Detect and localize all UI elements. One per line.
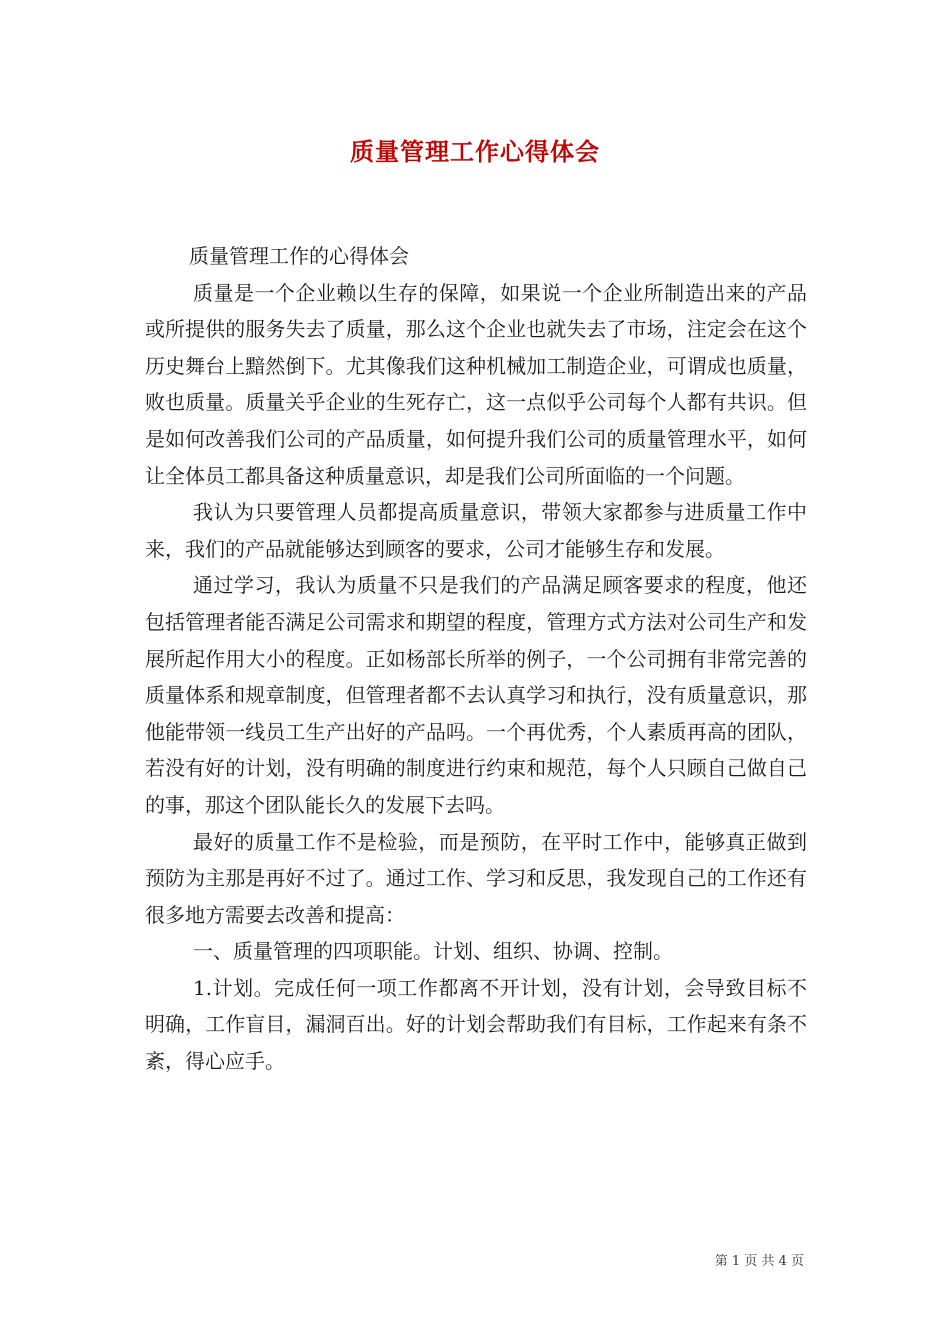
document-body xyxy=(145,238,807,1080)
paragraph: 我认为只要管理人员都提高质量意识，带领大家都参与进质量工作中来，我们的产品就能够达到顾客的要求，公司才能够生存和发展。 xyxy=(145,500,807,561)
paragraph: 最好的质量工作不是检验，而是预防，在平时工作中，能够真正做到预防为主那是再好不过了。通过工作、学习和反思，我发现自己的工作还有很多地方需要去改善和提高： xyxy=(145,829,807,927)
paragraph: 一、质量管理的四项职能。计划、组织、协调、控制。 xyxy=(193,939,673,964)
subtitle-paragraph: 质量管理工作的心得体会 xyxy=(189,244,409,268)
page-title: 质量管理工作心得体会 xyxy=(350,137,600,166)
page-number-footer: 第 1 页 共 4 页 xyxy=(714,1254,804,1269)
paragraph: 质量是一个企业赖以生存的保障，如果说一个企业所制造出来的产品或所提供的服务失去了质量，那么这个企业也就失去了市场，注定会在这个历史舞台上黯然倒下。尤其像我们这种机械加工制造企业，可谓成也质量，败也质量。质量关乎企业的生死存亡，这一点似乎公司每个人都有共识。但是如何改善我们公司的产品质量，如何提升我们公司的质量管理水平，如何让全体员工都具备这种质量意识，却是我们公司所面临的一个问题。 xyxy=(145,280,807,488)
paragraph: 通过学习，我认为质量不只是我们的产品满足顾客要求的程度，他还包括管理者能否满足公司需求和期望的程度，管理方式方法对公司生产和发展所起作用大小的程度。正如杨部长所举的例子，一个公司拥有非常完善的质量体系和规章制度，但管理者都不去认真学习和执行，没有质量意识，那他能带领一线员工生产出好的产品吗。一个再优秀，个人素质再高的团队，若没有好的计划，没有明确的制度进行约束和规范，每个人只顾自己做自己的事，那这个团队能长久的发展下去吗。 xyxy=(145,573,807,817)
paragraph: 1.计划。完成任何一项工作都离不开计划，没有计划，会导致目标不明确，工作盲目，漏洞百出。好的计划会帮助我们有目标，工作起来有条不紊，得心应手。 xyxy=(145,975,807,1074)
